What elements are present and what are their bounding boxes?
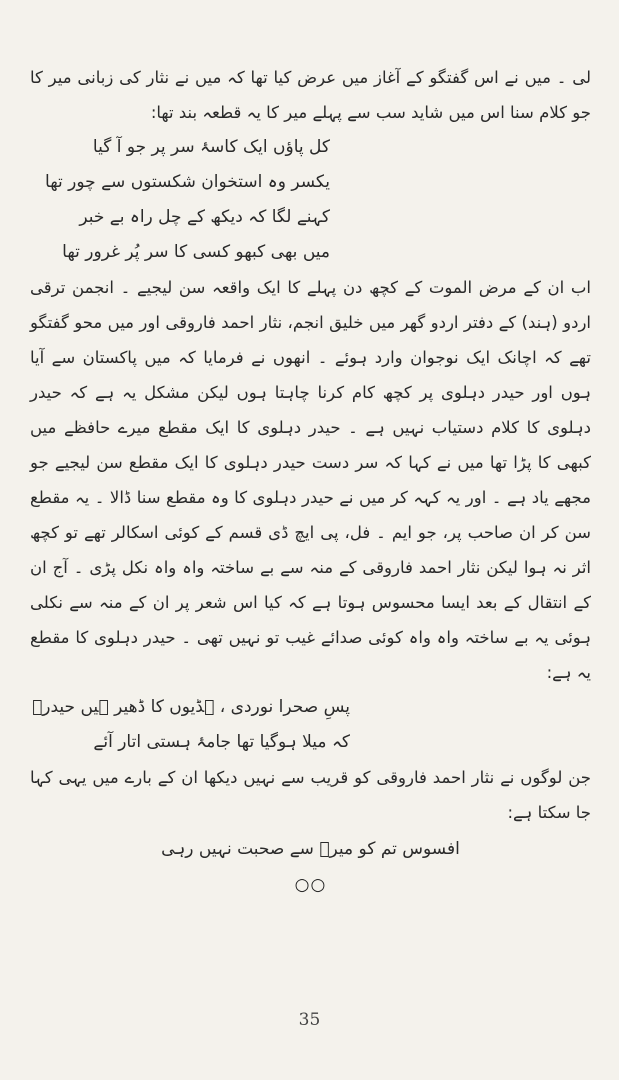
verse-line: افسوس تم کو میرؔ سے صحبت نہیں رہی	[161, 839, 460, 859]
verse-maqta	[30, 690, 350, 760]
verse-line: کہنے لگا کہ دیکھ کے چل راہ بے خبر	[79, 207, 330, 227]
verse-closing	[30, 832, 591, 867]
paragraph-closing: جن لوگوں نے نثار احمد فاروقی کو قریب سے نہیں دیکھا ان کے بارے میں یہی کہا جا سکتا ہے:	[30, 768, 591, 822]
section-separator: ○○	[294, 875, 327, 895]
verse-line: کہ میلا ہوگیا تھا جامۂ ہستی اتار آئے	[93, 732, 350, 752]
verse-qita	[30, 130, 330, 270]
verse-line: یکسر وہ استخوان شکستوں سے چور تھا	[45, 172, 330, 192]
verse-line: پسِ صحرا نوردی ، ہڈیوں کا ڈھیر ہیں حیدرؔ	[32, 697, 350, 717]
verse-line: کل پاؤں ایک کاسۂ سر پر جو آ گیا	[92, 137, 330, 157]
paragraph-intro: لی ۔ میں نے اس گفتگو کے آغاز میں عرض کیا تھا کہ میں نے نثار کی زبانی میر کا جو کلام سنا اس میں شاید سب سے پہلے میر کا یہ قطعہ بند تھا:	[30, 68, 591, 122]
verse-line: میں بھی کبھو کسی کا سر پُر غرور تھا	[62, 242, 330, 262]
paragraph-anecdote: اب ان کے مرض الموت کے کچھ دن پہلے کا ایک واقعہ سن لیجیے ۔ انجمن ترقی اردو (ہند) کے دفتر اردو گھر میں خلیق انجم، نثار احمد فاروقی اور میں محو گفتگو تھے کہ اچانک ایک نوجوان وارد ہوئے ۔ انھوں نے فرمایا کہ میں پاکستان سے آیا ہوں اور حیدر دہلوی پر کچھ کام کرنا چاہتا ہوں لیکن مشکل یہ ہے کہ حیدر دہلوی کا کلام دستیاب نہیں ہے ۔ حیدر دہلوی کا ایک مقطع میرے حافظے میں کبھی کا پڑا تھا میں نے کہا کہ سر دست حیدر دہلوی کا ایک مقطع سن لیجیے جو مجھے یاد ہے ۔ اور یہ کہہ کر میں نے حیدر دہلوی کا وہ مقطع سنا ڈالا ۔ یہ مقطع سن کر ان صاحب پر، جو ایم ۔ فل، پی ایچ ڈی قسم کے کوئی اسکالر تھے تو کچھ اثر نہ ہوا لیکن نثار احمد فاروقی کے منہ سے بے ساختہ واہ واہ نکل پڑی ۔ آج ان کے انتقال کے بعد ایسا محسوس ہوتا ہے کہ کیا اس شعر پر ان کے منہ سے نکلی ہوئی یہ بے ساختہ واہ واہ کوئی صدائے غیب تو نہیں تھی ۔ حیدر دہلوی کا مقطع یہ ہے:	[30, 278, 591, 682]
page-number: 35	[298, 1010, 321, 1030]
